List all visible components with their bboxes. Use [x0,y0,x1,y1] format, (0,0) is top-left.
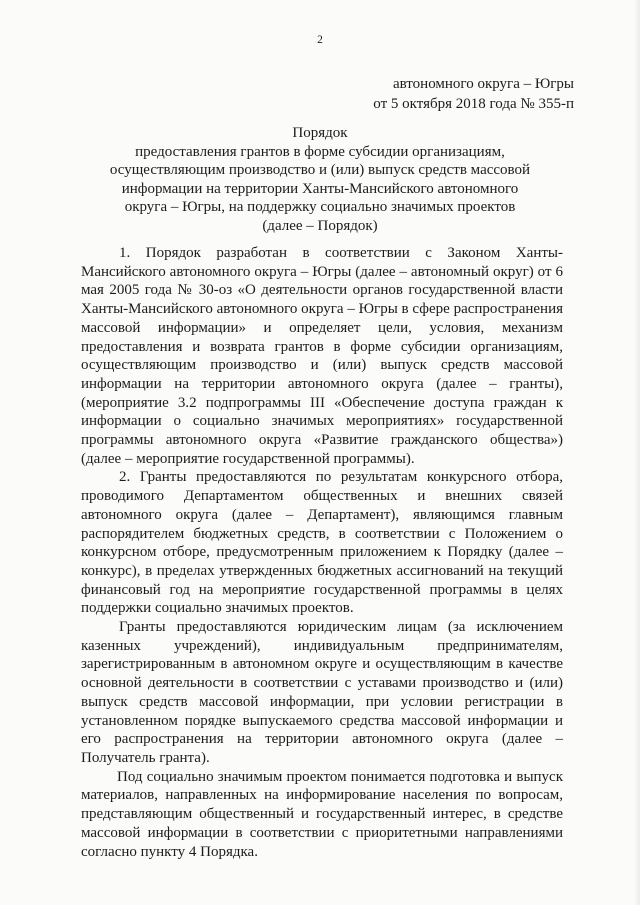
paragraph-1: 1. Порядок разработан в соответствии с Законом Ханты-Мансийского автономного округа – Югры (далее – автономный округ) от 6 мая 2005 года № 30-оз «О деятельности органов государственной власти Ханты-Мансийского автономного округа – Югры в сфере распространения массовой информации» и определяет цели, условия, механизм предоставления и возврата грантов в форме субсидии организациям, осуществляющим производство и (или) выпуск средств массовой информации на территории автономного округа (далее – гранты), (мероприятие 3.2 подпрограммы III «Обеспечение доступа граждан к информации о социально значимых мероприятиях» государственной программы автономного округа «Развитие гражданского общества») (далее – мероприятие государственной программы). [81,245,563,467]
title-line: (далее – Порядок) [262,217,378,234]
scan-edge-shadow [634,0,640,905]
page-number: 2 [317,34,323,46]
header-line-region: автономного округа – Югры [392,76,574,92]
title-line: информации на территории Ханты-Мансийского автономного [121,180,519,197]
document-body [81,244,563,861]
paragraph-2: 2. Гранты предоставляются по результатам конкурсного отбора, проводимого Департаментом общественных и внешних связей автономного округа (далее – Департамент), являющимся главным распорядителем бюджетных средств, в соответствии с Положением о конкурсном отборе, предусмотренным приложением к Порядку (далее – конкурс), в пределах утвержденных бюджетных ассигнований на текущий финансовый год на мероприятие государственной программы в целях поддержки социально значимых проектов. [81,469,563,617]
document-title [96,124,544,236]
title-line: округа – Югры, на поддержку социально значимых проектов [124,199,516,216]
paragraph-3: Гранты предоставляются юридическим лицам (за исключением казенных учреждений), индивидуальным предпринимателям, зарегистрированным в автономном округе и осуществляющим в качестве основной деятельности в соответствии с уставами производство и (или) выпуск средств массовой информации, при условии регистрации в установленном порядке выпускаемого средства массовой информации и его распространения на территории автономного округа (далее – Получатель гранта). [81,619,563,766]
title-line: осуществляющим производство и (или) выпуск средств массовой [109,162,531,179]
header-line-resolution: от 5 октября 2018 года № 355-п [373,96,574,112]
document-header [373,74,574,114]
title-heading: Порядок [292,125,348,141]
paragraph-4: Под социально значимым проектом понимается подготовка и выпуск материалов, направленных на информирование населения по вопросам, представляющим общественный и государственный интерес, в средстве массовой информации в соответствии с приоритетными направлениями согласно пункту 4 Порядка. [81,768,563,860]
title-line: предоставления грантов в форме субсидии организациям, [135,143,505,160]
